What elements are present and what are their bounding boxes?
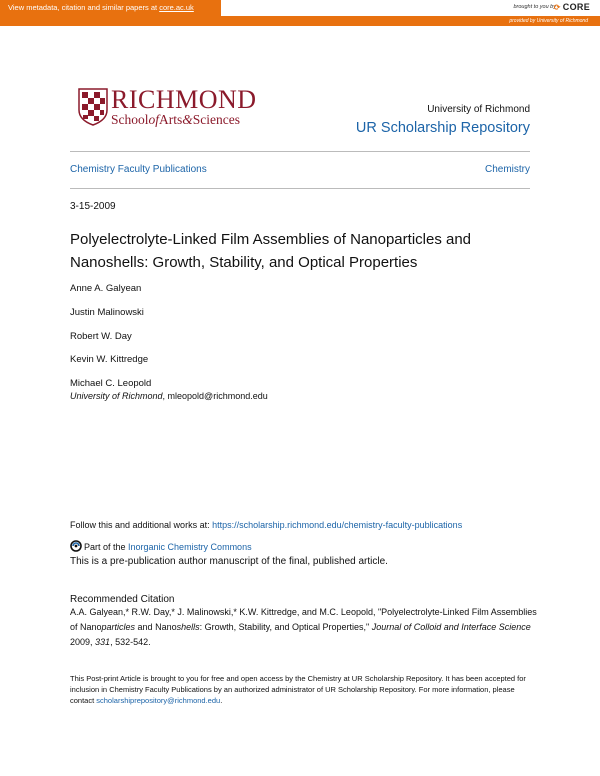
core-logo[interactable] [554, 2, 590, 12]
affiliation [70, 391, 268, 401]
logo-sub-1: School [111, 112, 149, 127]
logo-richmond: RICHMOND [111, 85, 257, 114]
part-of-text: Part of the [84, 542, 129, 552]
divider-bottom [70, 188, 530, 189]
department-link[interactable]: Chemistry [484, 164, 530, 175]
logo-sub-2: Arts [159, 112, 183, 127]
author: Robert W. Day [70, 331, 132, 342]
core-link[interactable]: core.ac.uk [159, 3, 194, 12]
logo-sub-amp: & [182, 112, 193, 127]
publication-date: 3-15-2009 [70, 201, 116, 212]
logo-sub-3: Sciences [192, 112, 241, 127]
author: Kevin W. Kittredge [70, 354, 149, 365]
follow-line [70, 520, 462, 530]
repository-notice [70, 673, 532, 706]
paper-title: Polyelectrolyte-Linked Film Assemblies of Nanoparticles and Nanoshells: Growth, Stability, and Optical Properties [70, 231, 472, 271]
divider-top [70, 151, 530, 152]
core-brought-by: brought to you by [513, 4, 556, 10]
open-access-icon [70, 540, 82, 552]
logo-school-of-arts-sciences [111, 112, 240, 128]
citation-pages: , 532-542. [110, 637, 151, 647]
core-logo-icon: ⟳ [553, 3, 561, 12]
core-provided-by: provided by University of Richmond [509, 18, 588, 24]
citation-journal: Journal of Colloid and Interface Science [371, 622, 531, 632]
citation-part-2: particles [101, 622, 136, 632]
repository-link[interactable]: UR Scholarship Repository [355, 120, 530, 136]
author: Justin Malinowski [70, 307, 144, 318]
citation-heading: Recommended Citation [70, 594, 175, 605]
follow-url[interactable]: https://scholarship.richmond.edu/chemistry-faculty-publications [212, 520, 463, 530]
author-email: , mleopold@richmond.edu [162, 391, 268, 401]
part-of-line [70, 540, 252, 552]
core-metadata-link[interactable] [0, 0, 221, 16]
citation-part-4: shells [176, 622, 200, 632]
citation-part-3: and Nano [135, 622, 177, 632]
richmond-shield-icon [78, 88, 108, 126]
author: Michael C. Leopold [70, 378, 152, 389]
affiliation-name: University of Richmond [70, 391, 163, 401]
notice-text: This Post-print Article is brought to you for free and open access by the Chemistry at UR Scholarship Repository. It has been accepted for inclusion in Chemistry Faculty Publications by an authorized administrator of UR Scholarship Repository. For more information, please contact [70, 674, 526, 705]
citation-volume: 331 [95, 637, 111, 647]
contact-email-link[interactable]: scholarshiprepository@richmond.edu [96, 696, 221, 705]
notice-end: . [220, 696, 223, 705]
prepublication-note: This is a pre-publication author manuscript of the final, published article. [70, 556, 388, 567]
citation-part-5: : Growth, Stability, and Optical Properties," [199, 622, 372, 632]
author: Anne A. Galyean [70, 283, 142, 294]
logo-sub-of: of [148, 112, 160, 127]
citation-year: 2009, [70, 637, 96, 647]
university-name: University of Richmond [427, 104, 530, 115]
core-metadata-text: View metadata, citation and similar papers at [8, 3, 158, 12]
citation-text [70, 605, 540, 650]
commons-link[interactable]: Inorganic Chemistry Commons [128, 542, 252, 552]
citation-part-1: A.A. Galyean,* R.W. Day,* J. Malinowski,* K.W. Kittredge, and M.C. Leopold, "Polyelectrolyte-Linked Film Assemblies of Nano [70, 607, 537, 632]
follow-text: Follow this and additional works at: [70, 520, 213, 530]
collection-link[interactable]: Chemistry Faculty Publications [70, 164, 207, 175]
core-brand: CORE [562, 2, 590, 12]
